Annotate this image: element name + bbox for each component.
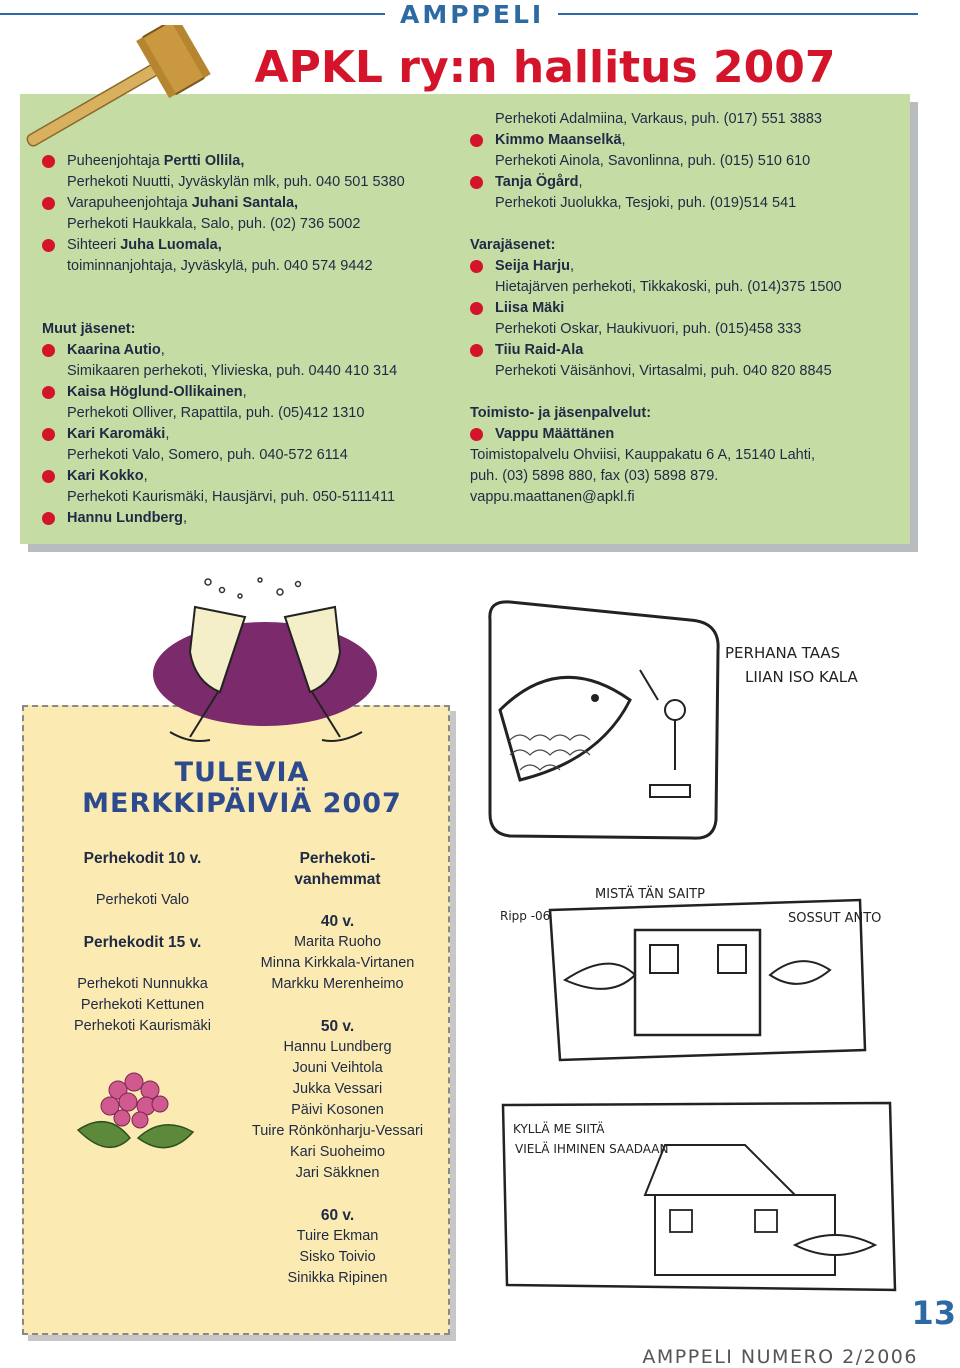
member-row: Hannu Lundberg, <box>67 508 427 529</box>
cartoon-fish-fisherman <box>480 590 900 850</box>
member-detail: Perhekoti Ainola, Savonlinna, puh. (015) 510 610 <box>495 153 811 169</box>
calendar-name: Jari Säkknen <box>295 1165 380 1181</box>
calendar-name: Jukka Vessari <box>292 1081 383 1097</box>
officer-row: Puheenjohtaja Pertti Ollila, <box>67 151 427 172</box>
officer-row: Varapuheenjohtaja Juhani Santala, <box>67 193 427 214</box>
calendar-name: Perhekoti Nunnukka <box>77 976 208 992</box>
bullet-icon <box>42 239 55 252</box>
calendar-name: Tuire Rönkönharju-Vessari <box>251 1123 424 1139</box>
header-rule-left <box>0 13 385 15</box>
calendar-name: Sinikka Ripinen <box>287 1270 388 1286</box>
member-detail: Perhekoti Valo, Somero, puh. 040-572 6114 <box>67 447 348 463</box>
magazine-name: AMPPELI <box>400 0 545 29</box>
calendar-name: Jouni Veihtola <box>292 1060 383 1076</box>
calendar-left-column <box>60 848 225 1037</box>
member-detail: Perhekoti Olliver, Rapattila, puh. (05)412 1310 <box>67 405 365 421</box>
member-row: Kimmo Maanselkä, <box>495 130 895 151</box>
calendar-title-line2: MERKKIPÄIVIÄ 2007 <box>82 788 402 819</box>
page-title: APKL ry:n hallitus 2007 <box>254 42 836 93</box>
officer-detail: toiminnanjohtaja, Jyväskylä, puh. 040 574 9442 <box>67 258 373 274</box>
calendar-heading: vanhemmat <box>294 871 381 888</box>
issue-label: AMPPELI NUMERO 2/2006 <box>642 1346 918 1368</box>
deputy-detail: Perhekoti Väisänhovi, Virtasalmi, puh. 040 820 8845 <box>495 363 832 379</box>
bullet-icon <box>42 155 55 168</box>
cartoon-house-bottom <box>495 1085 905 1300</box>
bullet-icon <box>42 344 55 357</box>
office-row: Vappu Määttänen <box>495 424 895 445</box>
members-label: Muut jäsenet: <box>42 321 136 337</box>
bullet-icon <box>470 344 483 357</box>
calendar-name: Tuire Ekman <box>296 1228 379 1244</box>
bullet-icon <box>470 428 483 441</box>
deputies-label: Varajäsenet: <box>470 237 556 253</box>
calendar-heading: Perhekodit 15 v. <box>83 934 202 951</box>
calendar-name: Minna Kirkkala-Virtanen <box>260 955 415 971</box>
cartoon-house-fish <box>470 870 890 1070</box>
member-row: Kari Kokko, <box>67 466 427 487</box>
member-row: Kari Karomäki, <box>67 424 427 445</box>
gavel-icon <box>0 25 230 160</box>
calendar-age: 60 v. <box>320 1207 355 1224</box>
deputy-row: Seija Harju, <box>495 256 895 277</box>
calendar-name: Sisko Toivio <box>299 1249 376 1265</box>
bullet-icon <box>42 428 55 441</box>
champagne-glasses-icon <box>140 572 380 752</box>
artist-signature: Ripp -06 <box>500 909 551 923</box>
calendar-name: Kari Suoheimo <box>289 1144 386 1160</box>
calendar-right-column <box>235 848 440 1289</box>
calendar-heading: Perhekodit 10 v. <box>83 850 202 867</box>
deputy-row: Tiiu Raid-Ala <box>495 340 895 361</box>
calendar-title-line1: TULEVIA <box>174 757 310 788</box>
cartoon-caption: LIIAN ISO KALA <box>745 668 858 686</box>
bullet-icon <box>42 470 55 483</box>
cartoon-caption: MISTÄ TÄN SAITP <box>595 887 705 902</box>
office-phone: puh. (03) 5898 880, fax (03) 5898 879. <box>470 468 719 484</box>
officer-row: Sihteeri Juha Luomala, <box>67 235 427 256</box>
member-detail: Simikaaren perhekoti, Ylivieska, puh. 0440 410 314 <box>67 363 398 379</box>
officer-detail: Perhekoti Haukkala, Salo, puh. (02) 736 5002 <box>67 216 361 232</box>
bullet-icon <box>42 197 55 210</box>
calendar-name: Markku Merenheimo <box>271 976 404 992</box>
office-label: Toimisto- ja jäsenpalvelut: <box>470 405 652 421</box>
calendar-name: Perhekoti Valo <box>95 892 190 908</box>
calendar-age: 50 v. <box>320 1018 355 1035</box>
calendar-age: 40 v. <box>320 913 355 930</box>
bullet-icon <box>42 386 55 399</box>
deputy-detail: Hietajärven perhekoti, Tikkakoski, puh. (014)375 1500 <box>495 279 842 295</box>
calendar-name: Marita Ruoho <box>293 934 382 950</box>
calendar-name: Hannu Lundberg <box>283 1039 392 1055</box>
cartoon-caption: VIELÄ IHMINEN SAADAAN <box>515 1142 669 1156</box>
deputy-detail: Perhekoti Oskar, Haukivuori, puh. (015)458 333 <box>495 321 802 337</box>
flower-icon <box>68 1060 198 1170</box>
calendar-name: Perhekoti Kaurismäki <box>74 1018 211 1034</box>
calendar-heading: Perhekoti- <box>299 850 376 867</box>
member-row: Kaarina Autio, <box>67 340 427 361</box>
calendar-name: Perhekoti Kettunen <box>80 997 205 1013</box>
office-email: vappu.maattanen@apkl.fi <box>470 489 635 505</box>
member-row: Tanja Ögård, <box>495 172 895 193</box>
cartoon-caption: KYLLÄ ME SIITÄ <box>513 1122 605 1136</box>
deputy-row: Liisa Mäki <box>495 298 895 319</box>
board-left-column <box>42 151 427 529</box>
bullet-icon <box>470 134 483 147</box>
header-rule-right <box>558 13 918 15</box>
member-detail: Perhekoti Adalmiina, Varkaus, puh. (017) 551 3883 <box>495 111 822 127</box>
calendar-name: Päivi Kosonen <box>291 1102 384 1118</box>
cartoon-caption: PERHANA TAAS <box>725 644 841 662</box>
bullet-icon <box>42 512 55 525</box>
bullet-icon <box>470 302 483 315</box>
bullet-icon <box>470 260 483 273</box>
page-number: 13 <box>911 1294 956 1332</box>
member-detail: Perhekoti Kaurismäki, Hausjärvi, puh. 050-5111411 <box>67 489 396 505</box>
cartoon-caption: SOSSUT ANTO <box>788 911 882 926</box>
officer-detail: Perhekoti Nuutti, Jyväskylän mlk, puh. 040 501 5380 <box>67 174 405 190</box>
member-row: Kaisa Höglund-Ollikainen, <box>67 382 427 403</box>
board-right-column <box>470 109 895 508</box>
bullet-icon <box>470 176 483 189</box>
member-detail: Perhekoti Juolukka, Tesjoki, puh. (019)514 541 <box>495 195 797 211</box>
office-address: Toimistopalvelu Ohviisi, Kauppakatu 6 A, 15140 Lahti, <box>470 447 815 463</box>
